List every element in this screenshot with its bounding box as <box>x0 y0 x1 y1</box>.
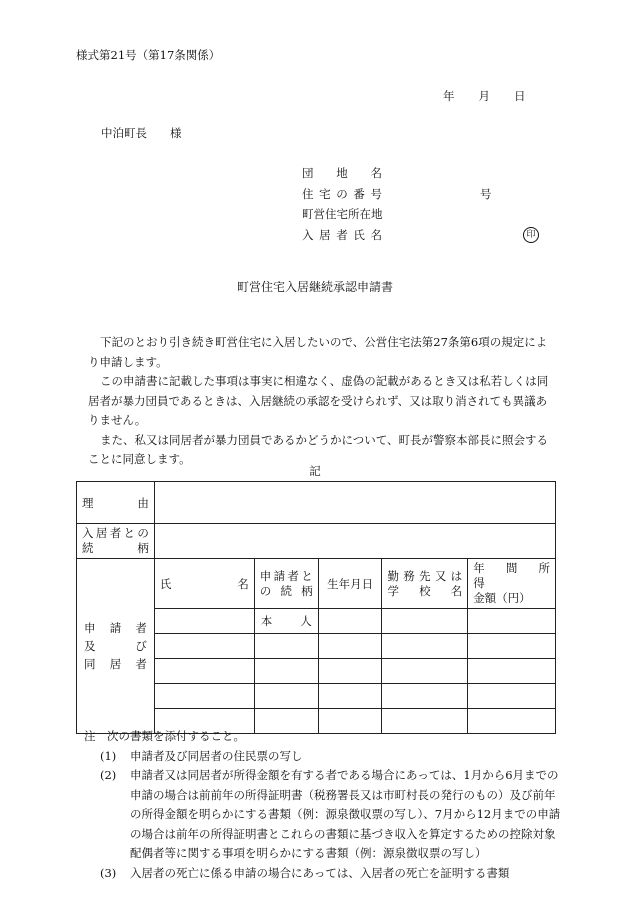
addressee: 中泊町長 様 <box>101 126 182 140</box>
note-number: (1) <box>100 748 117 763</box>
member-birth-cell[interactable] <box>318 684 382 709</box>
header-name: 氏 名 <box>154 559 254 609</box>
member-name-cell[interactable] <box>154 634 254 659</box>
member-income-cell[interactable] <box>468 609 556 634</box>
applicant-block <box>302 163 536 245</box>
note-number: (2) <box>100 768 117 782</box>
member-birth-cell[interactable] <box>318 609 382 634</box>
header-birthdate: 生年月日 <box>318 559 382 609</box>
member-income-cell[interactable] <box>468 659 556 684</box>
note-item <box>84 766 564 864</box>
member-relation-cell[interactable] <box>254 634 318 659</box>
note-item <box>84 747 564 767</box>
date-line <box>443 88 526 104</box>
date-year: 年 <box>443 89 455 103</box>
applicant-label: 町営住宅所在地 <box>302 207 383 221</box>
household-label-cell: 申 請 者 及 び 同 居 者 <box>77 559 155 734</box>
reason-row <box>77 482 556 524</box>
member-birth-cell[interactable] <box>318 634 382 659</box>
relation-label-cell: 入居者との 続 柄 <box>77 524 155 559</box>
household-header-row <box>77 559 556 609</box>
member-name-cell[interactable] <box>154 609 254 634</box>
applicant-row-name <box>302 225 536 246</box>
member-work-cell[interactable] <box>382 634 468 659</box>
date-month: 月 <box>478 89 490 103</box>
notes-section <box>84 727 564 883</box>
member-relation-cell[interactable] <box>254 659 318 684</box>
body-text <box>88 333 550 470</box>
member-relation-cell[interactable] <box>254 684 318 709</box>
member-name-cell[interactable] <box>154 684 254 709</box>
applicant-row-address <box>302 204 532 225</box>
body-paragraph: また、私又は同居者が暴力団員であるかどうかについて、町長が警察本部長に照会することに同意します。 <box>88 432 549 466</box>
body-paragraph: この申請書に記載した事項は事実に相違なく、虚偽の記載があるとき又は私若しくは同居者が暴力団員であるときは、入居継続の承認を受けられず、又は取り消されても異議ありません。 <box>88 374 549 427</box>
relation-row <box>77 524 556 559</box>
date-day: 日 <box>514 89 526 103</box>
document-title: 町営住宅入居継続承認申請書 <box>236 280 393 294</box>
form-number: 様式第21号（第17条関係） <box>76 48 221 62</box>
note-text: 入居者の死亡に係る申請の場合にあっては、入居者の死亡を証明する書類 <box>130 865 510 880</box>
reason-label-cell: 理 由 <box>77 482 155 524</box>
seal-mark: 印 <box>523 227 539 243</box>
member-work-cell[interactable] <box>382 684 468 709</box>
member-work-cell[interactable] <box>382 659 468 684</box>
applicant-label: 入居者氏名 <box>302 227 382 242</box>
applicant-row-number <box>302 184 532 205</box>
relation-input-cell[interactable] <box>154 524 555 559</box>
note-text: 申請者又は同居者が所得金額を有する者である場合にあっては、1月から6月までの申請の場合は前前年の所得証明書（税務署長又は市町村長の発行のもの）及び前年の所得金額を明らかにする書類（例：源泉徴収票の写し）、7月から12月までの申請の場合は前年の所得証明書とこれらの書類に基づき収入を算定するための控除対象配偶者等に関する事項を明らかにする書類（例：源泉徴収票の写し） <box>130 768 561 860</box>
note-number: (3) <box>100 865 117 880</box>
member-work-cell[interactable] <box>382 609 468 634</box>
applicant-row-danchi <box>302 163 532 184</box>
number-suffix: 号 <box>480 186 492 201</box>
header-workplace: 勤務先又は 学 校 名 <box>382 559 468 609</box>
body-paragraph: 下記のとおり引き続き町営住宅に入居したいので、公営住宅法第27条第6項の規定により申請します。 <box>88 335 548 369</box>
member-birth-cell[interactable] <box>318 659 382 684</box>
application-table <box>76 481 562 734</box>
member-income-cell[interactable] <box>468 634 556 659</box>
note-item <box>84 864 564 884</box>
ki-heading: 記 <box>309 464 321 478</box>
member-relation-cell: 本 人 <box>254 609 318 634</box>
applicant-label: 団地名 <box>302 166 382 180</box>
reason-input-cell[interactable] <box>154 482 555 524</box>
member-income-cell[interactable] <box>468 684 556 709</box>
notes-heading: 注 次の書類を添付すること。 <box>84 729 245 743</box>
header-relation: 申請者と の 続 柄 <box>254 559 318 609</box>
member-name-cell[interactable] <box>154 659 254 684</box>
note-text: 申請者及び同居者の住民票の写し <box>130 748 303 763</box>
header-income: 年 間 所 得 金額（円） <box>468 559 556 609</box>
applicant-label: 住宅の番号 <box>302 186 382 201</box>
